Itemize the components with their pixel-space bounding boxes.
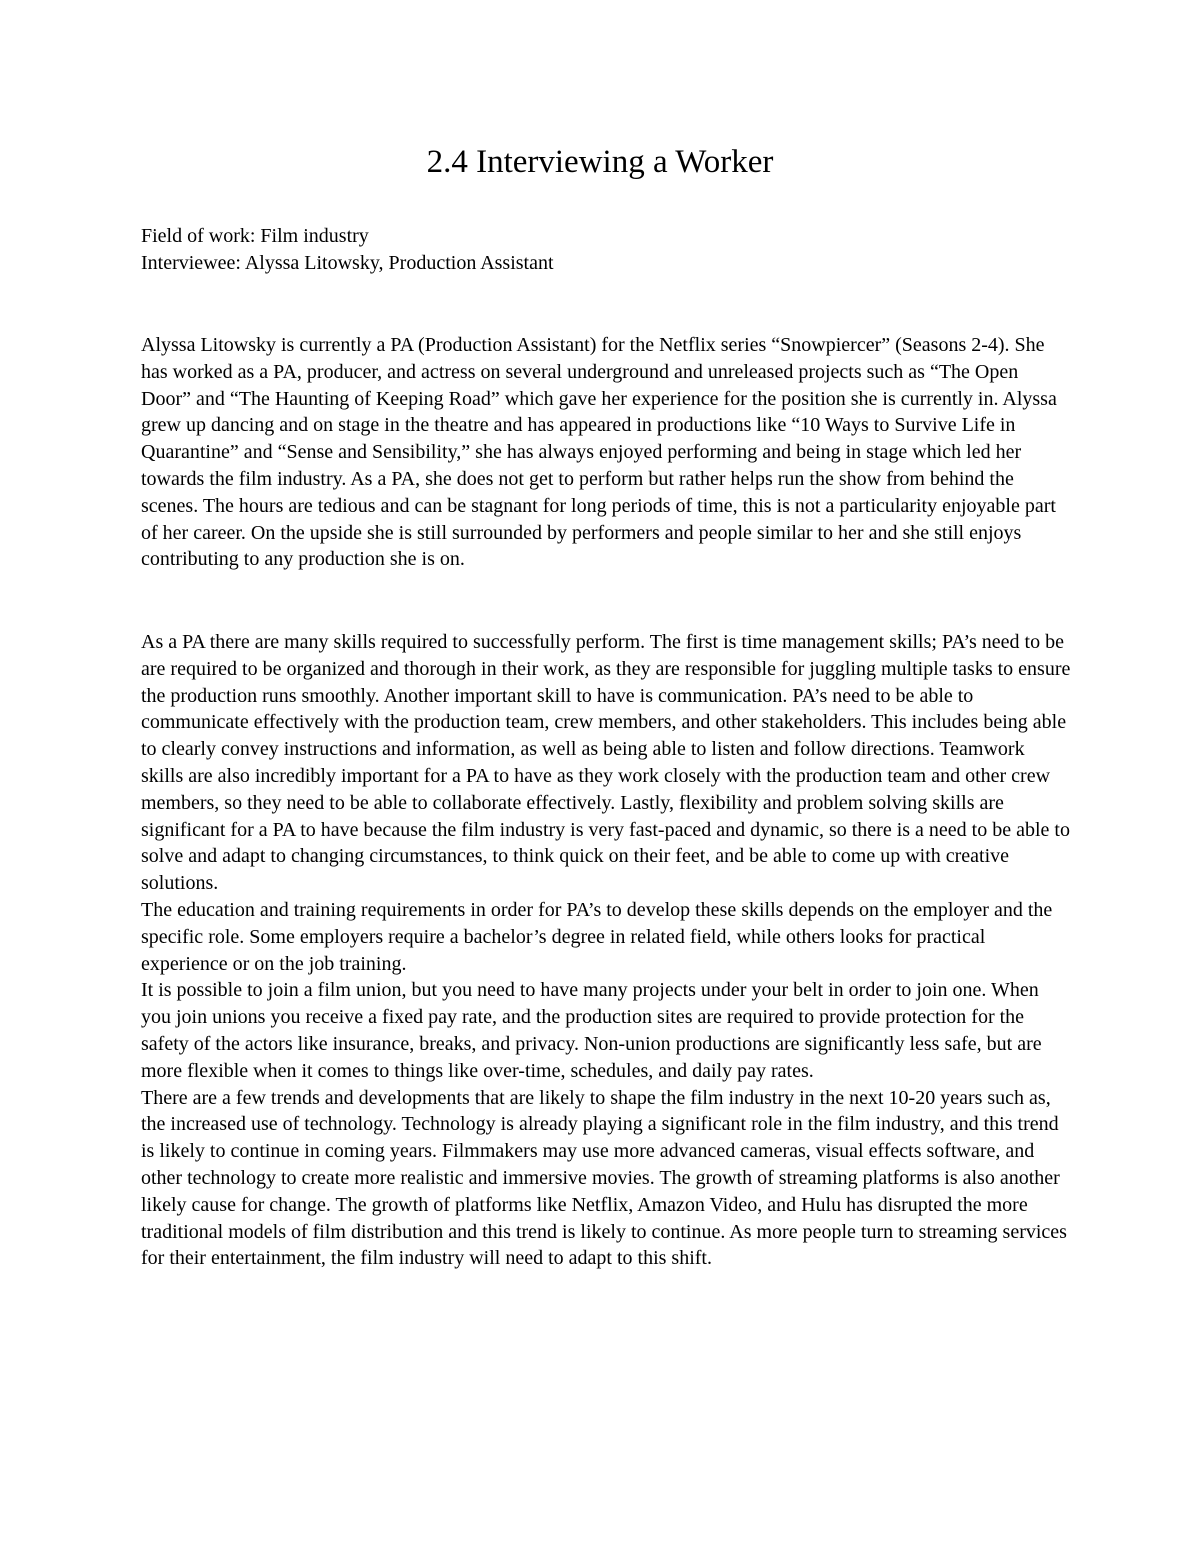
intro-section (141, 332, 1071, 573)
paragraph-background: Alyssa Litowsky is currently a PA (Production Assistant) for the Netflix series “Snowpiercer” (Seasons 2-4). She has worked as a PA, producer, and actress on several underground and unreleased projects such as “The Open Door” and “The Haunting of Keeping Road” which gave her experience for the position she is currently in. Alyssa grew up dancing and on stage in the theatre and has appeared in productions like “10 Ways to Survive Life in Quarantine” and “Sense and Sensibility,” she has always enjoyed performing and being in stage which led her towards the film industry. As a PA, she does not get to perform but rather helps run the show from behind the scenes. The hours are tedious and can be stagnant for long periods of time, this is not a particularity enjoyable part of her career. On the upside she is still surrounded by performers and people similar to her and she still enjoys contributing to any production she is on. (141, 334, 1057, 571)
paragraph-trends: There are a few trends and developments that are likely to shape the film industry in the next 10-20 years such as, the increased use of technology. Technology is already playing a significant role in the film industry, and this trend is likely to continue in coming years. Filmmakers may use more advanced cameras, visual effects software, and other technology to create more realistic and immersive movies. The growth of streaming platforms is also another likely cause for change. The growth of platforms like Netflix, Amazon Video, and Hulu has disrupted the more traditional models of film distribution and this trend is likely to continue. As more people turn to streaming services for their entertainment, the film industry will need to adapt to this shift. (141, 1086, 1067, 1270)
interview-meta (141, 223, 1071, 277)
paragraph-skills: As a PA there are many skills required to successfully perform. The first is time management skills; PA’s need to be are required to be organized and thorough in their work, as they are responsible for juggling multiple tasks to ensure the production runs smoothly. Another important skill to have is communication. PA’s need to be able to communicate effectively with the production team, crew members, and other stakeholders. This includes being able to clearly convey instructions and information, as well as being able to listen and follow directions. Teamwork skills are also incredibly important for a PA to have as they work closely with the production team and other crew members, so they need to be able to collaborate effectively. Lastly, flexibility and problem solving skills are significant for a PA to have because the film industry is very fast-paced and dynamic, so there is a need to be able to solve and adapt to changing circumstances, to think quick on their feet, and be able to come up with creative solutions. (141, 631, 1071, 895)
field-of-work: Field of work: Film industry (141, 225, 369, 247)
paragraph-education: The education and training requirements in order for PA’s to develop these skills depends on the employer and the specific role. Some employers require a bachelor’s degree in related field, while others looks for practical experience or on the job training. (141, 898, 1053, 975)
paragraph-unions: It is possible to join a film union, but you need to have many projects under your belt in order to join one. When you join unions you receive a fixed pay rate, and the production sites are required to provide protection for the safety of the actors like insurance, breaks, and privacy. Non-union productions are significantly less safe, but are more flexible when it comes to things like over-time, schedules, and daily pay rates. (141, 979, 1042, 1082)
document-title: 2.4 Interviewing a Worker (426, 144, 774, 180)
interviewee: Interviewee: Alyssa Litowsky, Production Assistant (141, 252, 554, 274)
skills-section (141, 629, 1071, 1272)
